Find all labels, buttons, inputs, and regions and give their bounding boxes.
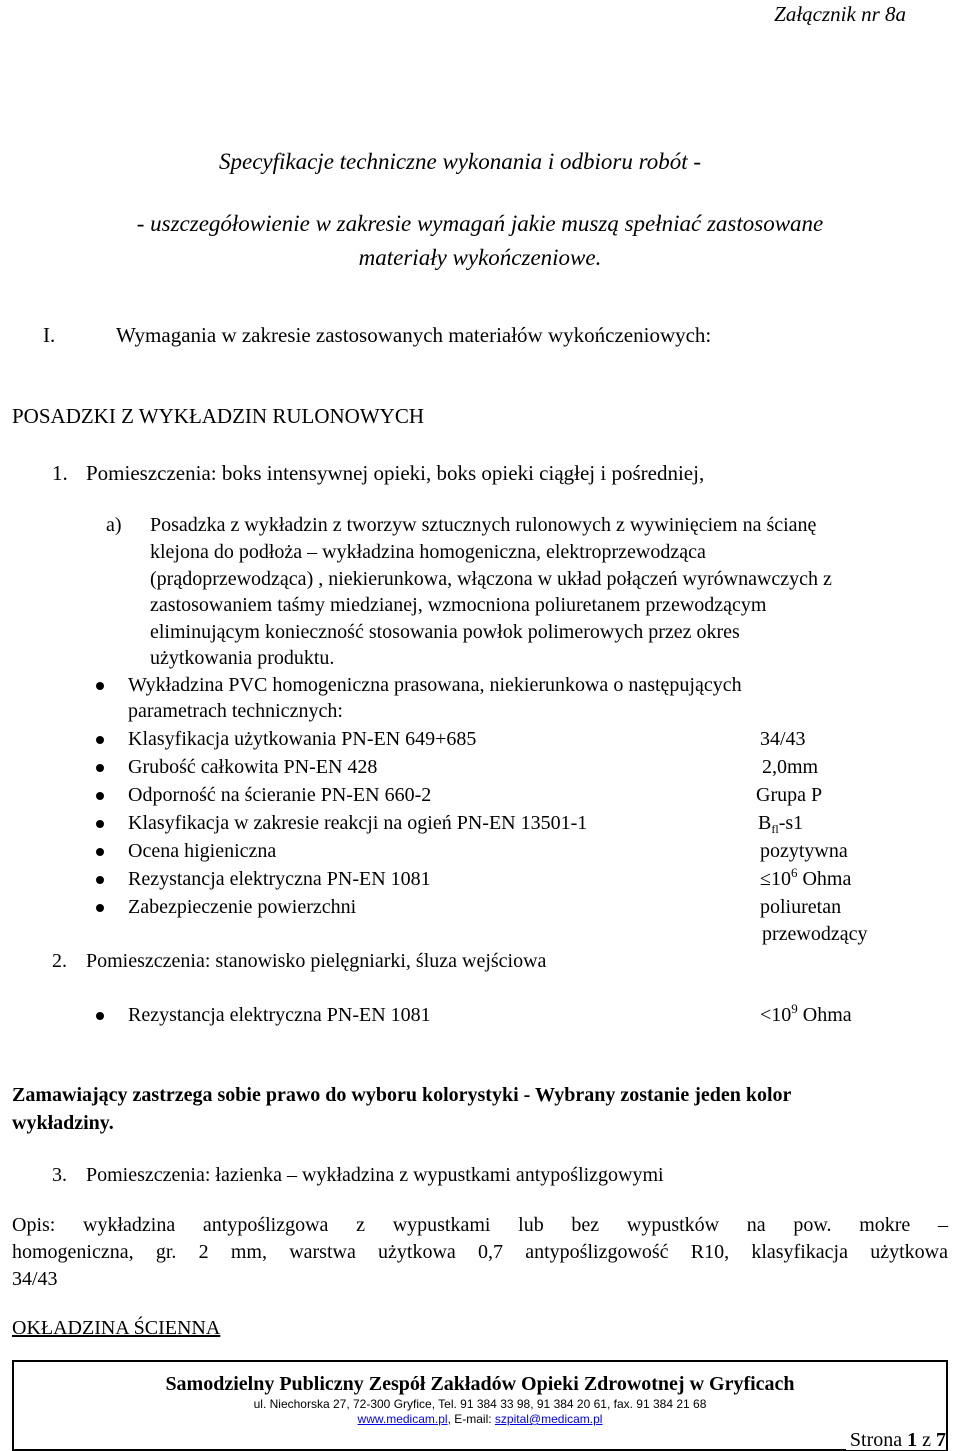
doc-title-line2: - uszczegółowienie w zakresie wymagań jakie muszą spełniać zastosowane: [136, 211, 824, 236]
bullet-icon: [96, 904, 104, 912]
opis-word: lub: [518, 1214, 544, 1236]
email-link[interactable]: szpital@medicam.pl: [494, 1412, 603, 1426]
email-label: , E-mail:: [447, 1412, 495, 1426]
bullet-icon: [96, 792, 104, 800]
item1-number: 1.: [52, 461, 68, 485]
item1-sub-a-line: zastosowaniem taśmy miedzianej, wzmocniona poliuretanem przewodzącym: [150, 594, 767, 616]
spec-label: Rezystancja elektryczna PN-EN 1081: [128, 868, 431, 890]
page-total: 7: [936, 1429, 946, 1451]
spec-label: Ocena higieniczna: [128, 840, 277, 862]
spec-label: parametrach technicznych:: [128, 700, 343, 722]
opis-word: mokre: [859, 1214, 911, 1236]
opis-word: na: [746, 1214, 766, 1236]
bullet-icon: [96, 736, 104, 744]
item3-text: Pomieszczenia: łazienka – wykładzina z wypustkami antypoślizgowymi: [86, 1164, 664, 1186]
opis-word: antypoślizgowość: [525, 1241, 669, 1263]
item1-sub-a-line: użytkowania produktu.: [150, 647, 335, 669]
section-heading: Wymagania w zakresie zastosowanych materiałów wykończeniowych:: [116, 323, 712, 347]
page-number: [846, 1430, 946, 1450]
spec-value-tail: -s1: [778, 812, 804, 834]
bullet-icon: [96, 876, 104, 884]
page-of: z: [922, 1429, 931, 1451]
spec-value-sup: 9: [791, 1001, 798, 1016]
opis-word: 2: [198, 1241, 209, 1263]
spec-value: 2,0mm: [762, 756, 819, 778]
item1-sub-a-line: Posadzka z wykładzin z tworzyw sztucznych rulonowych z wywinięciem na ścianę: [150, 514, 817, 536]
spec-label: Klasyfikacja użytkowania PN-EN 649+685: [128, 728, 477, 750]
bullet-icon: [96, 764, 104, 772]
spec-value-main: B: [758, 812, 772, 834]
spec-value: [758, 812, 804, 836]
website-link[interactable]: www.medicam.pl: [357, 1412, 448, 1426]
spec-label: Rezystancja elektryczna PN-EN 1081: [128, 1004, 431, 1026]
bullet-icon: [96, 820, 104, 828]
opis-word: wypustków: [626, 1214, 720, 1236]
spec-label: Klasyfikacja w zakresie reakcji na ogień PN-EN 13501-1: [128, 812, 588, 834]
opis-word: gr.: [155, 1241, 177, 1263]
spec-value: Grupa P: [756, 784, 823, 806]
footer-contact: [0, 1413, 960, 1425]
okladzina-heading: OKŁADZINA ŚCIENNA: [12, 1317, 221, 1339]
footer-address: ul. Niechorska 27, 72-300 Gryfice, Tel. 91 384 33 98, 91 384 20 61, fax. 91 384 21 68: [253, 1397, 707, 1411]
spec-value: [760, 865, 852, 890]
opis-line1: [12, 1215, 948, 1235]
opis-word: pow.: [793, 1214, 832, 1236]
notice-line2: wykładziny.: [12, 1112, 114, 1134]
opis-line3: 34/43: [12, 1268, 58, 1290]
opis-word: bez: [571, 1214, 600, 1236]
spec-value-prefix: <10: [760, 1004, 792, 1026]
opis-word: –: [938, 1214, 948, 1236]
spec-value: poliuretan: [760, 896, 842, 918]
item3-number: 3.: [52, 1164, 67, 1186]
posadzki-heading: POSADZKI Z WYKŁADZIN RULONOWYCH: [12, 404, 424, 428]
page-label: Strona: [849, 1429, 903, 1451]
spec-value-cont: przewodzący: [762, 923, 868, 945]
bullet-icon: [96, 848, 104, 856]
opis-word: wypustkami: [392, 1214, 491, 1236]
spec-value-prefix: ≤10: [760, 868, 791, 890]
doc-title-line1: Specyfikacje techniczne wykonania i odbioru robót -: [218, 149, 701, 174]
item1-sub-a-line: (prądoprzewodząca) , niekierunkowa, włączona w układ połączeń wyrównawczych z: [150, 568, 832, 590]
spec-value-sup: 6: [790, 865, 798, 880]
item1-sub-a-line: eliminującym konieczność stosowania powłok polimerowych przez okres: [150, 621, 740, 643]
section-number: I.: [43, 323, 56, 347]
item2-text: Pomieszczenia: stanowisko pielęgniarki, śluza wejściowa: [86, 950, 547, 972]
opis-word: homogeniczna,: [12, 1241, 134, 1263]
item2-number: 2.: [52, 950, 67, 972]
opis-word: antypoślizgowa: [202, 1214, 329, 1236]
opis-word: użytkowa: [378, 1241, 456, 1263]
spec-value-sub: fl: [771, 822, 779, 836]
spec-label: Grubość całkowita PN-EN 428: [128, 756, 378, 778]
spec-value-tail: Ohma: [797, 1004, 852, 1026]
spec-value-tail: Ohma: [797, 868, 852, 890]
opis-word: 0,7: [478, 1241, 504, 1263]
bullet-icon: [96, 1012, 104, 1020]
opis-line2: [12, 1242, 948, 1262]
attachment-label: Załącznik nr 8a: [774, 2, 906, 26]
item1-sub-a-marker: a): [106, 514, 122, 536]
opis-word: mm,: [230, 1241, 267, 1263]
doc-title-line3: materiały wykończeniowe.: [358, 245, 602, 270]
opis-word: wykładzina: [83, 1214, 176, 1236]
opis-word: R10,: [690, 1241, 730, 1263]
spec-value: 34/43: [760, 728, 806, 750]
bullet-icon: [96, 682, 104, 690]
notice-line1: Zamawiający zastrzega sobie prawo do wyboru kolorystyki - Wybrany zostanie jeden kolor: [12, 1084, 792, 1106]
spec-value: pozytywna: [760, 840, 848, 862]
spec-label: Zabezpieczenie powierzchni: [128, 896, 357, 918]
item1-sub-a-line: klejona do podłoża – wykładzina homogeniczna, elektroprzewodząca: [150, 541, 706, 563]
item1-text: Pomieszczenia: boks intensywnej opieki, boks opieki ciągłej i pośredniej,: [86, 461, 705, 485]
page-current: 1: [907, 1429, 918, 1451]
opis-word: z: [356, 1214, 366, 1236]
spec-label: Wykładzina PVC homogeniczna prasowana, niekierunkowa o następujących: [128, 674, 742, 696]
opis-word: klasyfikacja: [751, 1241, 848, 1263]
spec-value: [760, 1001, 852, 1026]
opis-word: warstwa: [289, 1241, 356, 1263]
footer-org: Samodzielny Publiczny Zespół Zakładów Opieki Zdrowotnej w Gryficach: [165, 1373, 795, 1395]
spec-label: Odporność na ścieranie PN-EN 660-2: [128, 784, 432, 806]
opis-word: Opis:: [12, 1214, 56, 1236]
opis-word: użytkowa: [870, 1241, 948, 1263]
